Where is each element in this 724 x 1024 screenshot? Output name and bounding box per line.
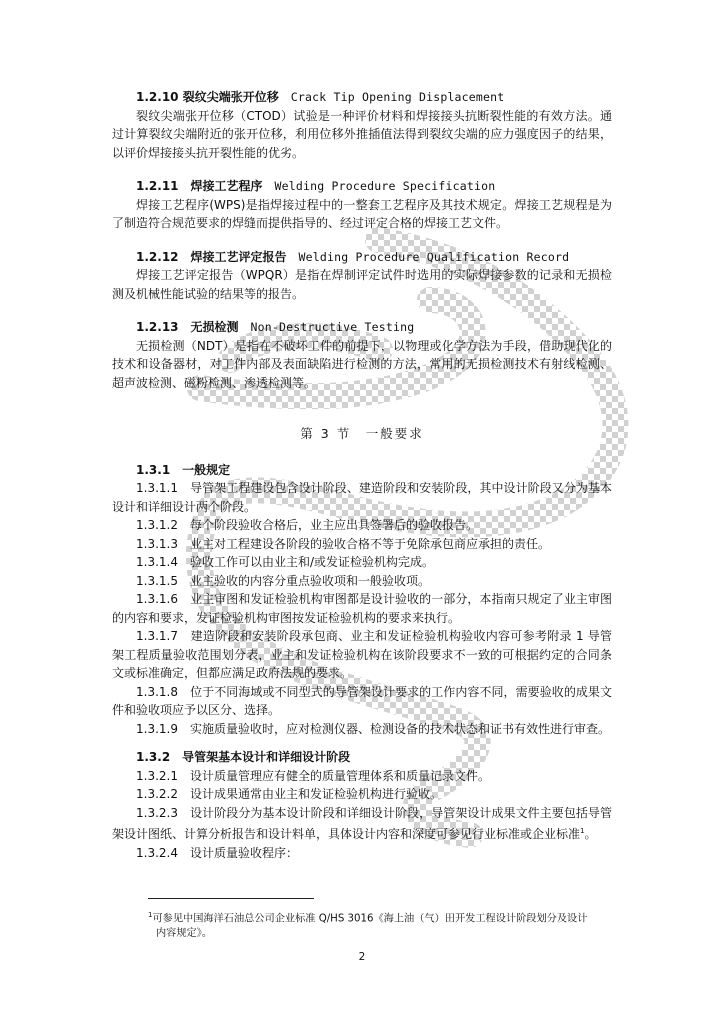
list-item: 1.3.2.4 设计质量验收程序： bbox=[136, 845, 298, 860]
list-item-text: 1.3.2.3 设计阶段分为基本设计阶段和详细设计阶段，导管架设计成果文件主要包括导管架设计图纸、计算分析报告和设计料单，具体设计内容和深度可参见行业标准或企业标准 bbox=[112, 805, 612, 841]
heading-1-2-13 bbox=[112, 318, 612, 337]
footnote bbox=[148, 908, 618, 941]
document-body bbox=[112, 88, 612, 862]
list-item: 1.3.1.4 验收工作可以由业主和/或发证检验机构完成。 bbox=[136, 555, 435, 569]
heading-1-2-10 bbox=[112, 88, 612, 107]
heading-text: 1.2.12 焊接工艺评定报告 bbox=[136, 249, 287, 264]
paragraph: 无损检测（NDT）是指在不破坏工件的前提下，以物理或化学方法为手段，借助现代化的技术和设备器材，对工件内部及表面缺陷进行检测的方法，常用的无损检测技术有射线检测、超声波检测、磁粉检测、渗透检测等。 bbox=[112, 338, 612, 390]
paragraph: 裂纹尖端张开位移（CTOD）试验是一种评价材料和焊接接头抗断裂性能的有效方法。通过计算裂纹尖端附近的张开位移，利用位移外推插值法得到裂纹尖端的应力强度因子的结果，以评价焊接接头抗开裂性能的优劣。 bbox=[112, 108, 612, 160]
footnote-ref[interactable]: 1 bbox=[580, 827, 585, 835]
footnote-line-2: 内容规定》。 bbox=[156, 927, 213, 939]
list-item: 1.3.1.9 实施质量验收时，应对检测仪器、检测设备的技术状态和证书有效性进行审查。 bbox=[136, 721, 610, 736]
heading-english: Crack Tip Opening Displacement bbox=[290, 90, 505, 104]
list-item: 1.3.1.2 每个阶段验收合格后，业主应出具签署后的验收报告。 bbox=[136, 518, 478, 532]
section-title: 第 3 节 一般要求 bbox=[300, 426, 424, 441]
heading-english: Non-Destructive Testing bbox=[250, 320, 415, 334]
footnote-mark: 1 bbox=[148, 911, 153, 919]
heading-english: Welding Procedure Specification bbox=[274, 179, 496, 193]
heading-1-2-11 bbox=[112, 177, 612, 196]
heading-english: Welding Procedure Qualification Record bbox=[298, 249, 570, 264]
list-item: 1.3.2.3 设计阶段分为基本设计阶段和详细设计阶段，导管架设计成果文件主要包括导管架设计图纸、计算分析报告和设计料单，具体设计内容和深度可参见行业标准或企业标准$^1$。 bbox=[112, 805, 612, 841]
footnote-divider bbox=[148, 898, 314, 899]
footnote-text: 可参见中国海洋石油总公司企业标准 Q/HS 3016《海上油（气）田开发工程设计阶段划分及设计 bbox=[152, 913, 588, 925]
heading-1-3-2: 1.3.2 导管架基本设计和详细设计阶段 bbox=[136, 750, 351, 764]
list-item: 1.3.1.8 位于不同海域或不同型式的导管架设计要求的工作内容不同，需要验收的成果文件和验收项应予以区分、选择。 bbox=[112, 684, 612, 717]
heading-text: 1.2.11 焊接工艺程序 bbox=[136, 179, 263, 193]
list-item: 1.3.1.7 建造阶段和安装阶段承包商、业主和发证检验机构验收内容可参考附录 1 导管架工程质量验收范围划分表，业主和发证检验机构在该阶段要求不一致的可根据约定的合同条文或标准确定，但都应满足政府法规的要求。 bbox=[112, 629, 612, 680]
paragraph: 焊接工艺程序(WPS)是指焊接过程中的一整套工艺程序及其技术规定。焊接工艺规程是为了制造符合规范要求的焊缝而提供指导的、经过评定合格的焊接工艺文件。 bbox=[112, 197, 612, 230]
heading-1-2-12 bbox=[112, 248, 612, 267]
heading-1-3-1: 1.3.1 一般规定 bbox=[136, 462, 231, 477]
list-item: 1.3.1.1 导管架工程建设包含设计阶段、建造阶段和安装阶段，其中设计阶段又分为基本设计和详细设计两个阶段。 bbox=[112, 481, 612, 514]
page-number: 2 bbox=[358, 951, 366, 963]
heading-text: 1.2.13 无损检测 bbox=[136, 320, 239, 334]
heading-text: 1.2.10 裂纹尖端张开位移 bbox=[136, 90, 279, 104]
list-item: 1.3.2.1 设计质量管理应有健全的质量管理体系和质量记录文件。 bbox=[136, 768, 490, 783]
list-item: 1.3.2.2 设计成果通常由业主和发证检验机构进行验收。 bbox=[136, 787, 442, 801]
list-item: 1.3.1.6 业主审图和发证检验机构审图都是设计验收的一部分，本指南只规定了业主审图的内容和要求，发证检验机构审图按发证检验机构的要求来执行。 bbox=[112, 592, 612, 625]
footnote-line-1 bbox=[148, 908, 618, 927]
list-item: 1.3.1.5 业主验收的内容分重点验收项和一般验收项。 bbox=[136, 573, 430, 588]
list-item: 1.3.1.3 业主对工程建设各阶段的验收合格不等于免除承包商应承担的责任。 bbox=[136, 536, 550, 551]
paragraph: 焊接工艺评定报告（WPQR）是指在焊制评定试件时选用的实际焊接参数的记录和无损检测及机械性能试验的结果等的报告。 bbox=[112, 268, 612, 301]
